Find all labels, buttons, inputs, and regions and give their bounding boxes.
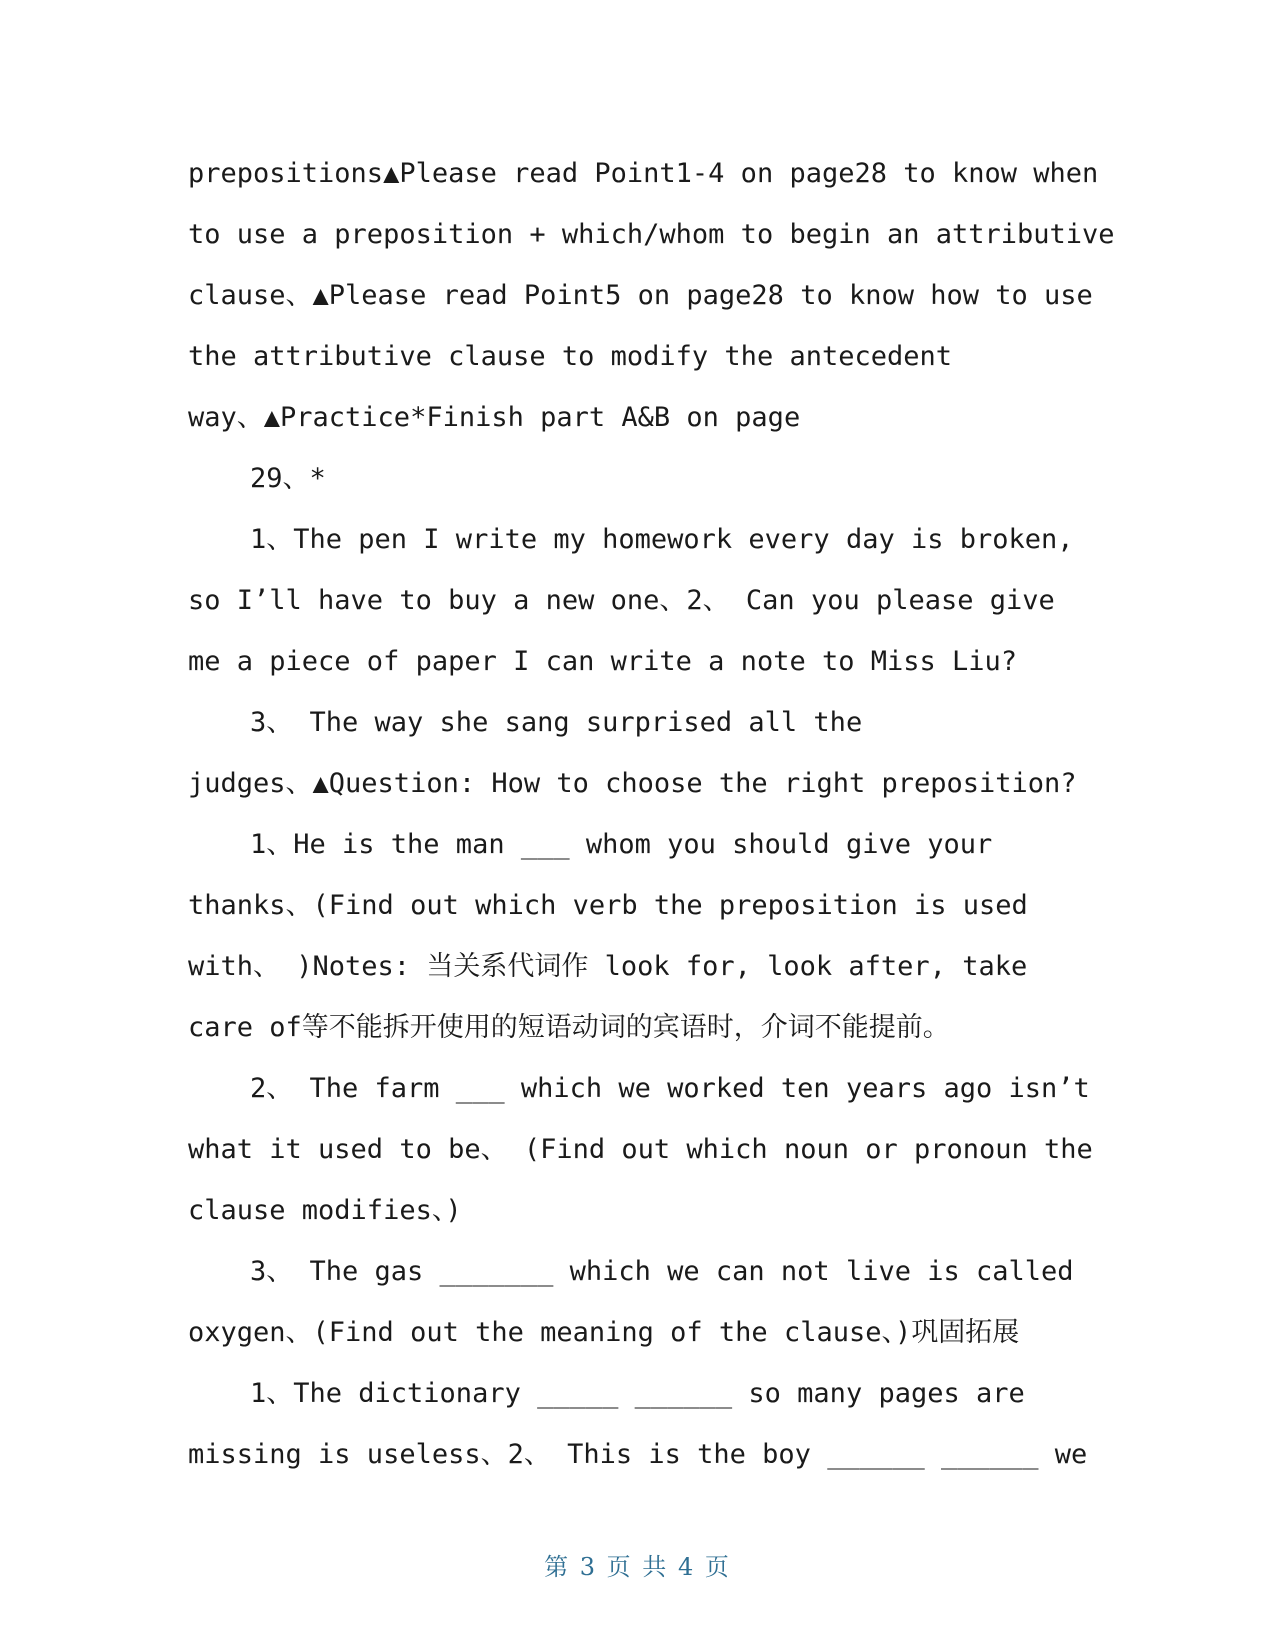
page-footer: 第 3 页 共 4 页 xyxy=(544,1553,731,1581)
text-line: 1、The pen I write my homework every day is broken, xyxy=(250,524,1074,555)
text-line: clause modifies、) xyxy=(188,1195,462,1226)
text-line: to use a preposition + which/whom to begin an attributive xyxy=(188,219,1115,250)
text-line: 29、* xyxy=(250,463,326,494)
text-line: 3、 The way she sang surprised all the xyxy=(250,707,863,738)
text-line: thanks、(Find out which verb the preposition is used xyxy=(188,890,1028,921)
text-line: what it used to be、 (Find out which noun or pronoun the xyxy=(188,1134,1093,1165)
text-line: with、 )Notes: 当关系代词作 look for, look after, take xyxy=(188,951,1028,982)
document-body xyxy=(188,143,1115,1485)
text-line: way、▲Practice*Finish part A&B on page xyxy=(188,402,801,433)
text-line: 3、 The gas _______ which we can not live is called xyxy=(250,1256,1074,1287)
text-line: prepositions▲Please read Point1-4 on page28 to know when xyxy=(188,158,1099,189)
text-line: 1、He is the man ___ whom you should give your xyxy=(250,829,993,860)
text-line: 1、The dictionary _____ ______ so many pages are xyxy=(250,1378,1025,1409)
text-line: so I’ll have to buy a new one、2、 Can you please give xyxy=(188,585,1055,616)
text-line: the attributive clause to modify the antecedent xyxy=(188,341,953,372)
text-line: oxygen、(Find out the meaning of the clause、)巩固拓展 xyxy=(188,1317,1020,1348)
text-line: missing is useless、2、 This is the boy ______ ______ we xyxy=(188,1439,1088,1470)
text-line: me a piece of paper I can write a note to Miss Liu? xyxy=(188,646,1018,677)
text-line: judges、▲Question: How to choose the right preposition? xyxy=(188,768,1077,799)
text-line: clause、▲Please read Point5 on page28 to know how to use xyxy=(188,280,1093,311)
text-line: care of等不能拆开使用的短语动词的宾语时，介词不能提前。 xyxy=(188,1012,950,1043)
text-line: 2、 The farm ___ which we worked ten years ago isn’t xyxy=(250,1073,1090,1104)
